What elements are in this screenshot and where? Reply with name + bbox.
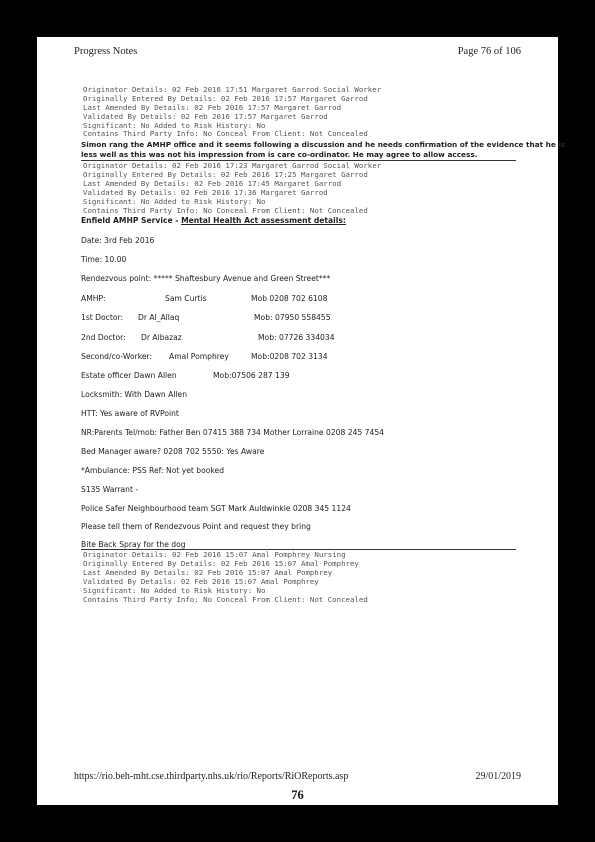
assessment-title: Mental Health Act assessment details: [181,216,346,225]
first-doctor-mobile: Mob: 07950 558455 [254,313,331,322]
third-party-details: Contains Third Party Info: No Conceal From Client: Not Concealed [83,206,368,215]
assessment-date: Date: 3rd Feb 2016 [81,236,155,245]
originator-details: Originator Details: 02 Feb 2016 15:07 Amal Pomphrey Nursing [83,550,346,559]
co-worker-mobile: Mob:0208 702 3134 [251,352,328,361]
service-prefix: Enfield AMHP Service - [81,216,182,225]
note-text-line: less well as this was not his impression from is care co-ordinator. He may agree to allow access. [81,150,478,159]
ambulance-line: *Ambulance: PSS Ref: Not yet booked [81,466,225,475]
footer-date: 29/01/2019 [475,771,521,782]
document-title: Progress Notes [74,46,138,57]
nearest-relative-line: NR:Parents Tel/mob: Father Ben 07415 388 734 Mother Lorraine 0208 245 7454 [81,428,384,437]
third-party-details: Contains Third Party Info: No Conceal From Client: Not Concealed [83,129,368,138]
footer-url: https://rio.beh-mht.cse.thirdparty.nhs.uk/rio/Reports/RiOReports.asp [74,771,349,782]
page-indicator: Page 76 of 106 [457,46,521,57]
s135-warrant-line: S135 Warrant - [81,485,139,494]
co-worker-label: Second/co-Worker: [81,352,153,361]
estate-officer: Estate officer Dawn Allen [81,371,177,380]
document-page [37,37,566,805]
bite-back-line: Bite Back Spray for the dog [81,540,186,549]
validated-details: Validated By Details: 02 Feb 2016 17:57 Margaret Garrod [83,112,328,121]
service-heading [81,216,346,225]
first-doctor-label: 1st Doctor: [81,313,124,322]
bed-manager-line: Bed Manager aware? 0208 702 5550: Yes Aware [81,447,265,456]
htt-line: HTT: Yes aware of RVPoint [81,409,179,418]
locksmith-line: Locksmith: With Dawn Allen [81,390,188,399]
amhp-name: Sam Curtis [165,294,207,303]
validated-details: Validated By Details: 02 Feb 2016 15:07 Amal Pomphrey [83,577,319,586]
second-doctor-mobile: Mob: 07726 334034 [258,333,335,342]
third-party-details: Contains Third Party Info: No Conceal From Client: Not Concealed [83,595,368,604]
significant-details: Significant: No Added to Risk History: No [83,197,266,206]
originally-entered-details: Originally Entered By Details: 02 Feb 2016 17:25 Margaret Garrod [83,170,368,179]
second-doctor-name: Dr Albazaz [141,333,182,342]
assessment-time: Time: 10.00 [81,255,127,264]
rendezvous-point: Rendezvous point: ***** Shaftesbury Avenue and Green Street*** [81,274,331,283]
originator-details: Originator Details: 02 Feb 2016 17:51 Margaret Garrod Social Worker [83,85,382,94]
validated-details: Validated By Details: 02 Feb 2016 17:36 Margaret Garrod [83,188,328,197]
second-doctor-label: 2nd Doctor: [81,333,126,342]
police-line: Police Safer Neighbourhood team SGT Mark Auldwinkle 0208 345 1124 [81,504,351,513]
significant-details: Significant: No Added to Risk History: No [83,586,266,595]
estate-officer-mobile: Mob:07506 287 139 [213,371,290,380]
last-amended-details: Last Amended By Details: 02 Feb 2016 17:45 Margaret Garrod [83,179,342,188]
first-doctor-name: Dr Al_Allaq [138,313,180,322]
amhp-label: AMHP: [81,294,106,303]
amhp-mobile: Mob 0208 702 6108 [251,294,328,303]
co-worker-name: Amal Pomphrey [169,352,229,361]
originally-entered-details: Originally Entered By Details: 02 Feb 2016 17:57 Margaret Garrod [83,94,368,103]
request-line: Please tell them of Rendezvous Point and request they bring [81,522,311,531]
originator-details: Originator Details: 02 Feb 2016 17:23 Margaret Garrod Social Worker [83,161,382,170]
note-text-line: Simon rang the AMHP office and it seems following a discussion and he needs confirmation of the evidence that he is [81,140,566,149]
originally-entered-details: Originally Entered By Details: 02 Feb 2016 15:07 Amal Pomphrey [83,559,359,568]
page-number: 76 [291,788,304,802]
significant-details: Significant: No Added to Risk History: No [83,121,266,130]
last-amended-details: Last Amended By Details: 02 Feb 2016 17:57 Margaret Garrod [83,103,342,112]
last-amended-details: Last Amended By Details: 02 Feb 2016 15:07 Amal Pomphrey [83,568,333,577]
